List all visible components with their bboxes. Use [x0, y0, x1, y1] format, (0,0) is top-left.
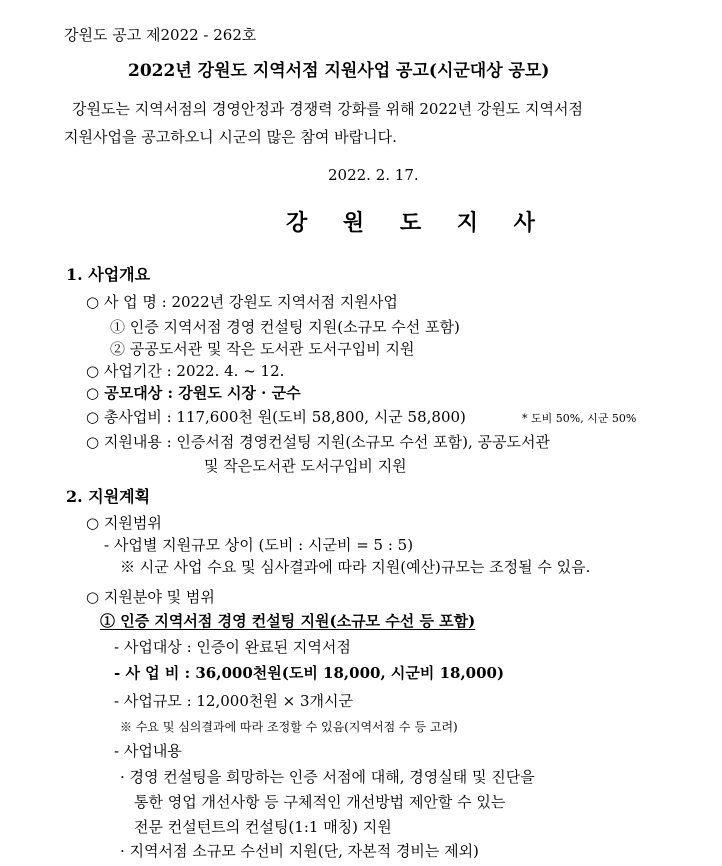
item-1-bullet-1-line-2: 통한 영업 개선사항 등 구체적인 개선방법 제안할 수 있는: [134, 793, 506, 811]
item-1-content: - 사업내용: [114, 742, 182, 760]
intro-line-1: 강원도는 지역서점의 경영안정과 경쟁력 강화를 위해 2022년 강원도 지역서점: [72, 100, 584, 118]
notice-date: 2022. 2. 17.: [328, 166, 419, 184]
item-1-title: ① 인증 지역서점 경영 컨설팅 지원(소규모 수선 등 포함): [100, 612, 476, 630]
support-field: ○ 지원분야 및 범위: [86, 588, 215, 606]
project-content-2: 및 작은도서관 도서구입비 지원: [204, 457, 407, 475]
item-1-target: - 사업대상 : 인증이 완료된 지역서점: [114, 638, 351, 656]
issuer-name: 강 원 도 지 사: [286, 210, 549, 236]
project-period: ○ 사업기간 : 2022. 4. ~ 12.: [86, 362, 285, 380]
budget-note: * 도비 50%, 시군 50%: [522, 412, 637, 425]
intro-line-2: 지원사업을 공고하오니 시군의 많은 참여 바랍니다.: [64, 128, 397, 146]
project-content-1: ○ 지원내용 : 인증서점 경영컨설팅 지원(소규모 수선 포함), 공공도서관: [86, 433, 550, 451]
section-2-heading: 2. 지원계획: [66, 487, 151, 506]
project-name: ○ 사 업 명 : 2022년 강원도 지역서점 지원사업: [86, 293, 398, 311]
section-1-heading: 1. 사업개요: [66, 265, 151, 284]
support-scope-item: - 사업별 지원규모 상이 (도비 : 시군비 = 5 : 5): [104, 536, 414, 554]
item-1-bullet-1-line-1: · 경영 컨설팅을 희망하는 인증 서점에 대해, 경영실태 및 진단을: [120, 768, 535, 786]
support-scope-note: ※ 시군 사업 수요 및 심사결과에 따라 지원(예산)규모는 조정될 수 있음.: [120, 558, 591, 576]
project-target: ○ 공모대상 : 강원도 시장 · 군수: [86, 384, 301, 402]
notice-title: 2022년 강원도 지역서점 지원사업 공고(시군대상 공모): [128, 61, 550, 81]
item-1-scale-note: ※ 수요 및 심의결과에 따라 조정할 수 있음(지역서점 수 등 고려): [120, 720, 458, 734]
item-1-cost: - 사 업 비 : 36,000천원(도비 18,000, 시군비 18,000): [114, 664, 505, 682]
project-sub-1: ① 인증 지역서점 경영 컨설팅 지원(소규모 수선 포함): [110, 318, 460, 336]
notice-number: 강원도 공고 제2022 - 262호: [64, 26, 257, 44]
project-budget: ○ 총사업비 : 117,600천 원(도비 58,800, 시군 58,800): [86, 408, 466, 426]
project-sub-2: ② 공공도서관 및 작은 도서관 도서구입비 지원: [110, 340, 415, 358]
item-1-scale: - 사업규모 : 12,000천원 × 3개시군: [114, 692, 353, 710]
support-scope: ○ 지원범위: [86, 514, 162, 532]
item-1-bullet-2: · 지역서점 소규모 수선비 지원(단, 자본적 경비는 제외): [120, 842, 479, 860]
item-1-bullet-1-line-3: 전문 컨설턴트의 컨설팅(1:1 매칭) 지원: [134, 818, 392, 836]
